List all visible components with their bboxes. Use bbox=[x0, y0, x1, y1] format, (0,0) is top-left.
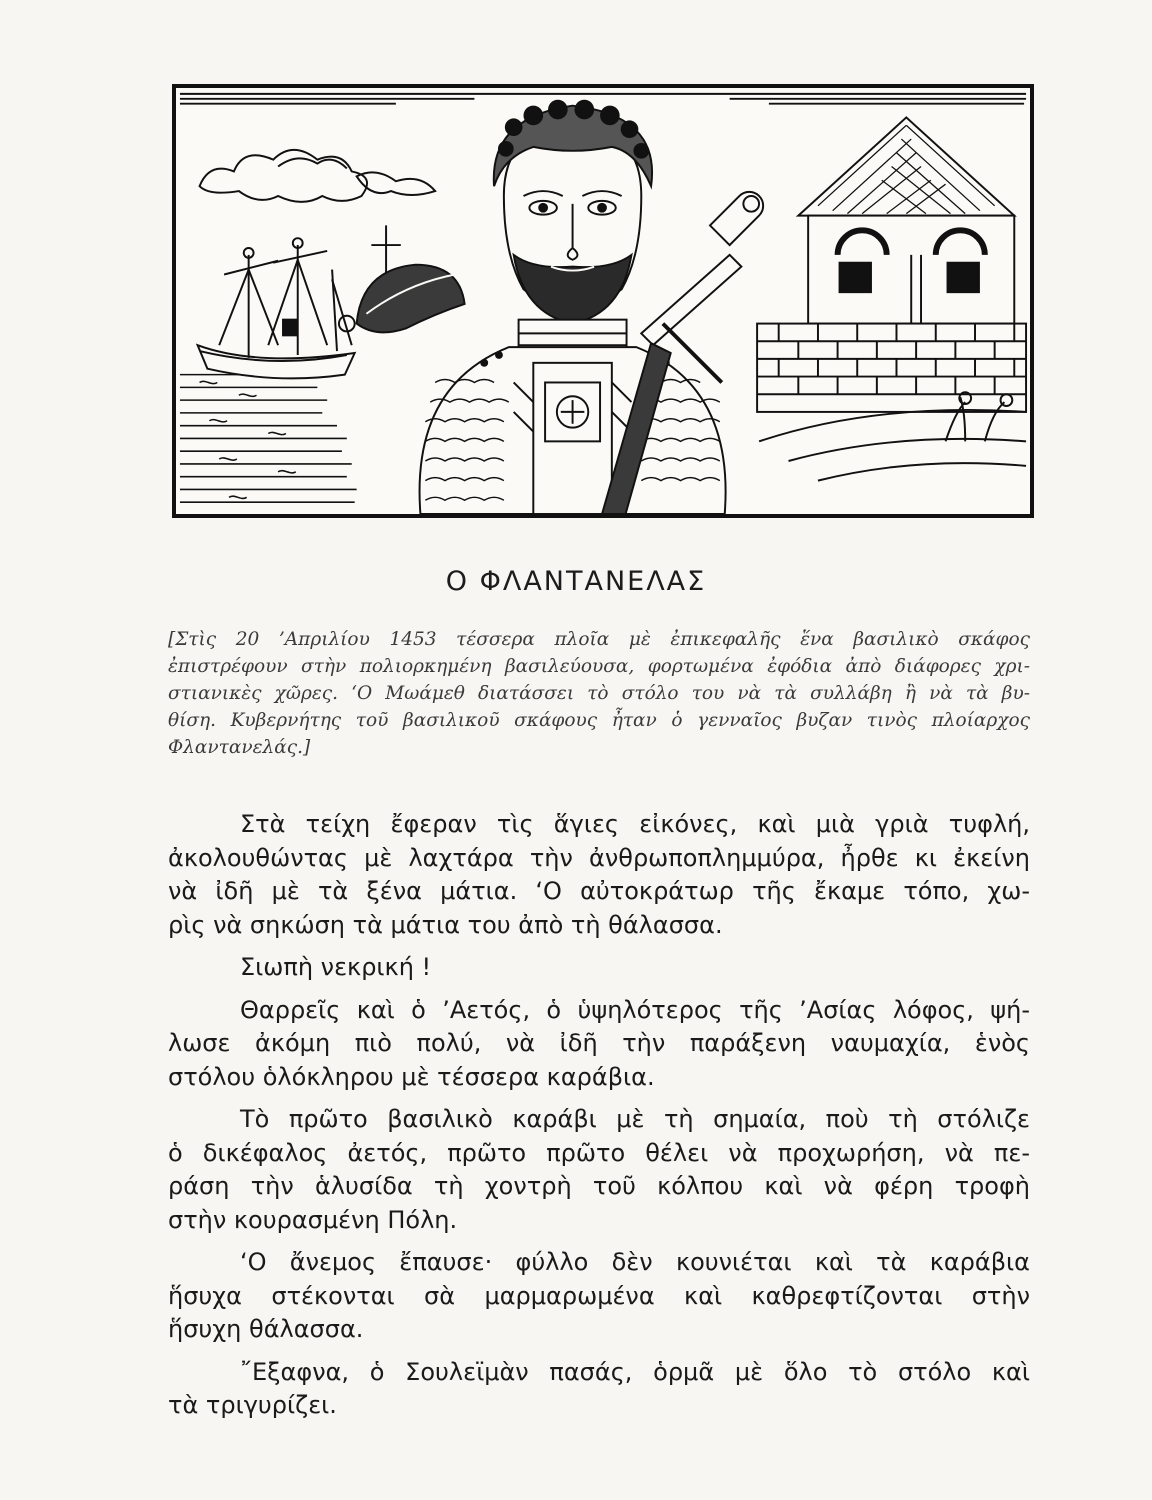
text-line: νὰ ἰδῆ μὲ τὰ ξένα μάτια. ‘Ο αὐτοκράτωρ τῆς ἔκαμε τόπο, χω- bbox=[168, 877, 1030, 905]
text-line: στὴν κουρασμένη Πόλη. bbox=[168, 1205, 458, 1234]
intro-line: θίση. Κυβερνήτης τοῦ βασιλικοῦ σκάφους ἦταν ὁ γενναῖος βυζαν τινὸς πλοίαρχος bbox=[168, 710, 1030, 731]
paragraph bbox=[168, 1103, 1030, 1237]
text-line: Σιωπὴ νεκρική ! bbox=[240, 953, 432, 981]
text-line: ὁ δικέφαλος ἀετός, πρῶτο πρῶτο θέλει νὰ προχωρήση, νὰ πε- bbox=[168, 1138, 1030, 1167]
intro-line: Φλαντανελάς.] bbox=[168, 737, 311, 758]
text-line: ῎Εξαφνα, ὁ Σουλεϊμὰν πασάς, ὁρμᾶ μὲ ὅλο τὸ στόλο καὶ bbox=[240, 1357, 1030, 1386]
text-line: ράση τὴν ἁλυσίδα τὴ χοντρὴ τοῦ κόλπου καὶ νὰ φέρη τροφὴ bbox=[168, 1172, 1030, 1200]
text-line: Θαρρεῖς καὶ ὁ ’Αετός, ὁ ὑψηλότερος τῆς ’Ασίας λόφος, ψή- bbox=[240, 995, 1030, 1024]
paragraph bbox=[168, 1356, 1030, 1423]
text-line: Τὸ πρῶτο βασιλικὸ καράβι μὲ τὴ σημαία, ποὺ τὴ στόλιζε bbox=[240, 1105, 1030, 1133]
paragraph bbox=[168, 808, 1030, 942]
text-line: ἀκολουθώντας μὲ λαχτάρα τὴν ἀνθρωποπλημμύρα, ἦρθε κι ἐκείνη bbox=[168, 843, 1030, 872]
text-line: ἥσυχα στέκονται σὰ μαρμαρωμένα καὶ καθρεφτίζονται στὴν bbox=[168, 1281, 1030, 1310]
text-line: ρὶς νὰ σηκώση τὰ μάτια του ἀπὸ τὴ θάλασσα. bbox=[168, 910, 723, 939]
intro-line: [Στὶς 20 ’Απριλίου 1453 τέσσερα πλοῖα μὲ ἐπικεφαλῆς ἕνα βασιλικὸ σκάφος bbox=[168, 629, 1030, 650]
intro-line: ἐπιστρέφουν στὴν πολιορκημένη βασιλεύουσα, φορτωμένα ἐφόδια ἀπὸ διάφορες χρι- bbox=[168, 656, 1030, 677]
text-line: στόλου ὁλόκληρου μὲ τέσσερα καράβια. bbox=[168, 1062, 655, 1091]
text-line: ἥσυχη θάλασσα. bbox=[168, 1315, 364, 1343]
intro-summary bbox=[168, 626, 1030, 761]
text-line: ‘Ο ἄνεμος ἔπαυσε· φύλλο δὲν κουνιέται καὶ τὰ καράβια bbox=[240, 1248, 1030, 1276]
woodcut-illustration bbox=[172, 84, 1034, 518]
chapter-title: Ο ΦΛΑΝΤΑΝΕΛΑΣ bbox=[445, 566, 707, 597]
warrior-woodcut-icon bbox=[176, 88, 1030, 514]
paragraph bbox=[168, 951, 1030, 985]
paragraph bbox=[168, 1246, 1030, 1347]
text-line: τὰ τριγυρίζει. bbox=[168, 1391, 337, 1419]
intro-line: στιανικὲς χῶρες. ‘Ο Μωάμεθ διατάσσει τὸ στόλο του νὰ τὰ συλλάβη ἢ νὰ τὰ βυ- bbox=[168, 683, 1030, 704]
story-text bbox=[168, 808, 1030, 1423]
text-line: λωσε ἀκόμη πιὸ πολύ, νὰ ἰδῆ τὴν παράξενη ναυμαχία, ἑνὸς bbox=[168, 1029, 1030, 1057]
text-line: Στὰ τείχη ἔφεραν τὶς ἅγιες εἰκόνες, καὶ μιὰ γριὰ τυφλή, bbox=[240, 810, 1030, 838]
paragraph bbox=[168, 994, 1030, 1095]
